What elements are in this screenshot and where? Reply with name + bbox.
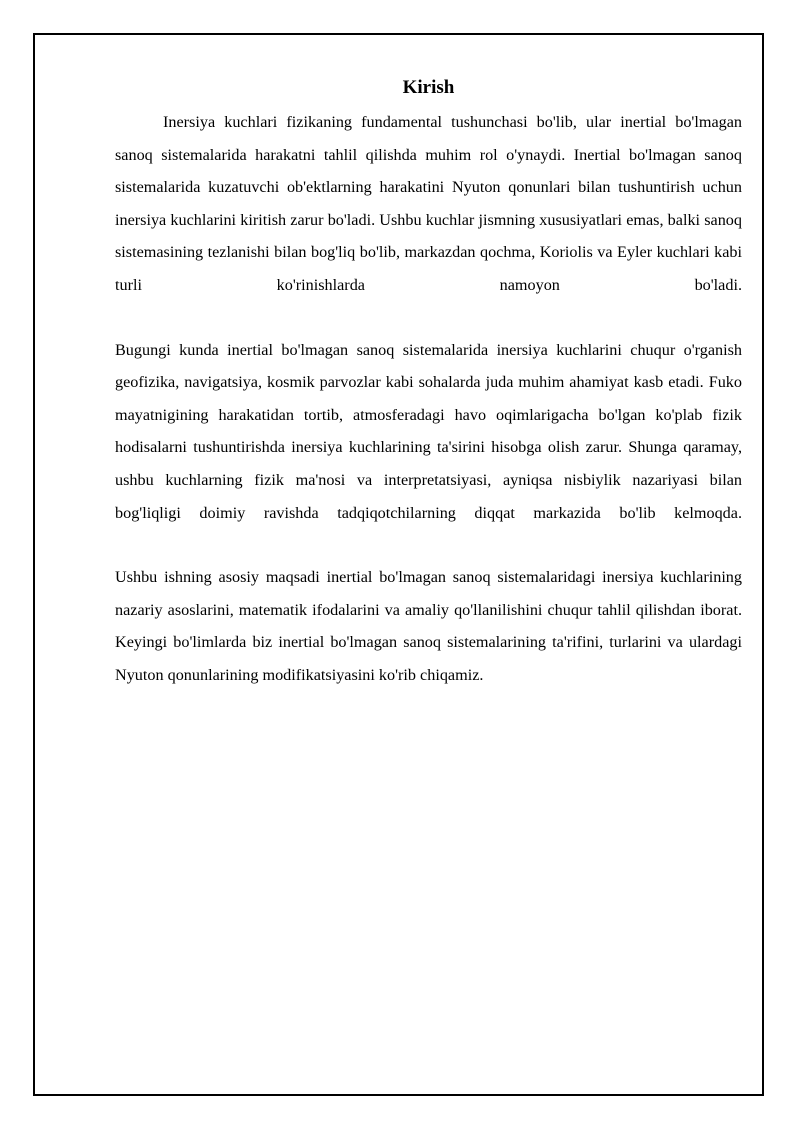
- document-body: [115, 74, 742, 692]
- paragraph-gap: [115, 302, 742, 334]
- paragraph-gap: [115, 529, 742, 561]
- document-title: Kirish: [402, 77, 455, 98]
- paragraph-intro: Inersiya kuchlari fizikaning fundamental tushunchasi bo'lib, ular inertial bo'lmagan sanoq sistemalarida harakatni tahlil qilishda muhim rol o'ynaydi. Inertial bo'lmagan sanoq sistemalarida kuzatuvchi ob'ektlarning harakatini Nyuton qonunlari bilan tushuntirish uchun inersiya kuchlarini kiritish zarur bo'ladi. Ushbu kuchlar jismning xususiyatlari emas, balki sanoq sistemasining tezlanishi bilan bog'liq bo'lib, markazdan qochma, Koriolis va Eyler kuchlari kabi turli ko'rinishlarda namoyon bo'ladi.: [115, 113, 742, 294]
- paragraph-goal: Ushbu ishning asosiy maqsadi inertial bo'lmagan sanoq sistemalaridagi inersiya kuchlarining nazariy asoslarini, matematik ifodalarini va amaliy qo'llanilishini chuqur tahlil qilishdan iborat. Keyingi bo'limlarda biz inertial bo'lmagan sanoq sistemalarining ta'rifini, turlarini va ulardagi Nyuton qonunlarining modifikatsiyasini ko'rib chiqamiz.: [115, 568, 742, 684]
- paragraph-importance: Bugungi kunda inertial bo'lmagan sanoq sistemalarida inersiya kuchlarini chuqur o'rganish geofizika, navigatsiya, kosmik parvozlar kabi sohalarda juda muhim ahamiyat kasb etadi. Fuko mayatnigining harakatidan tortib, atmosferadagi havo oqimlarigacha bo'lgan ko'plab fizik hodisalarni tushuntirishda inersiya kuchlarining ta'sirini hisobga olish zarur. Shunga qaramay, ushbu kuchlarning fizik ma'nosi va interpretatsiyasi, ayniqsa nisbiylik nazariyasi bilan bog'liqligi doimiy ravishda tadqiqotchilarning diqqat markazida bo'lib kelmoqda.: [115, 340, 742, 522]
